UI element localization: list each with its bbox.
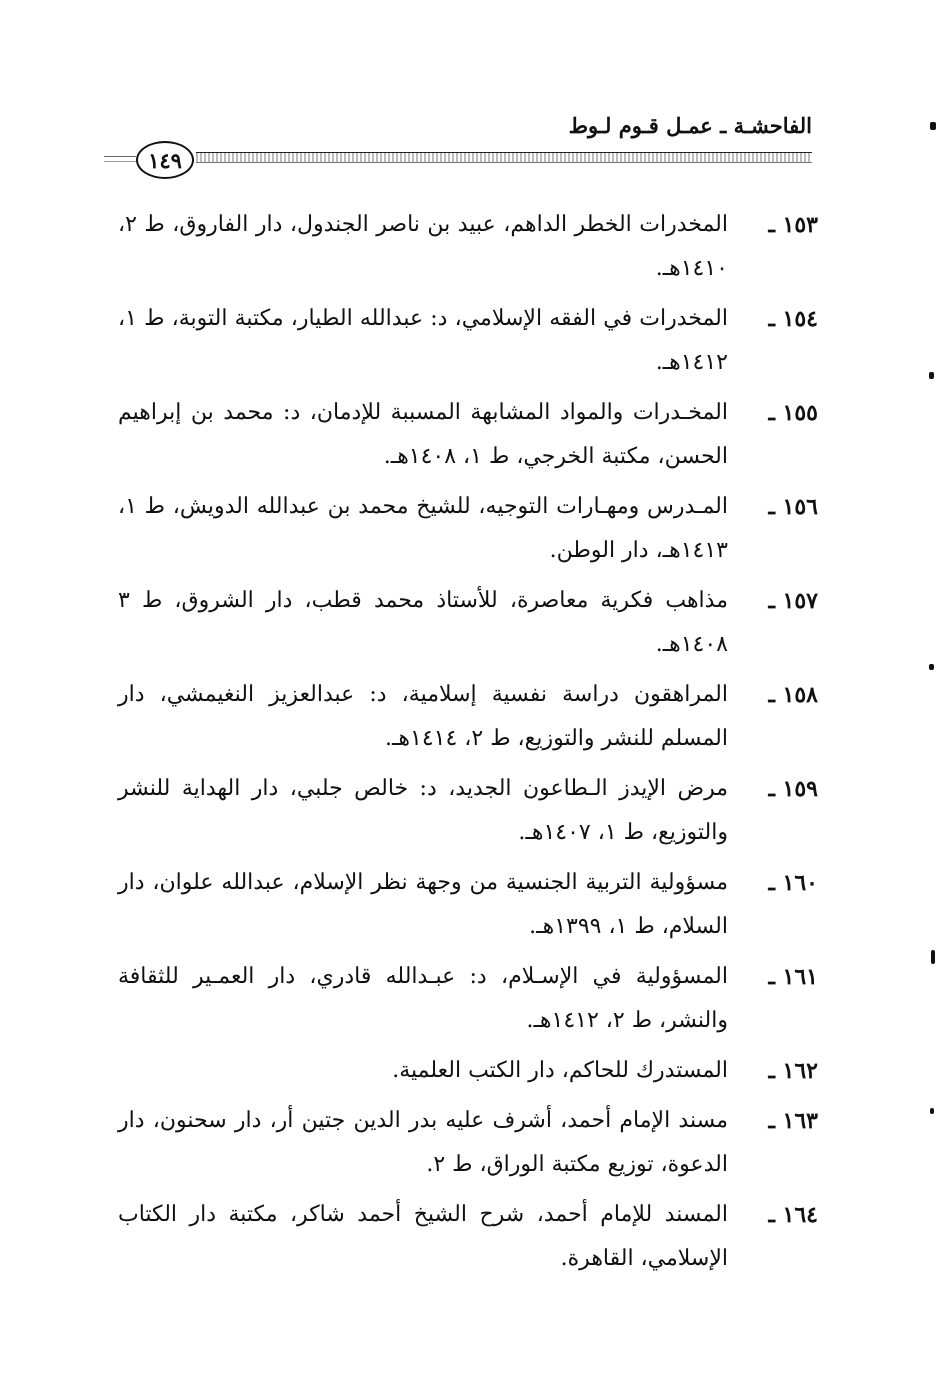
entry-number: ١٦٤ ـ xyxy=(768,1202,818,1228)
bibliography-entry xyxy=(118,579,818,667)
entry-text: مذاهب فكرية معاصرة، للأستاذ محمد قطب، دار الشروق، ط ٣ ١٤٠٨هـ. xyxy=(118,588,728,657)
bibliography-list xyxy=(118,203,818,1287)
bibliography-entry xyxy=(118,391,818,479)
entry-number: ١٥٩ ـ xyxy=(768,776,818,802)
entry-number: ١٦٣ ـ xyxy=(768,1108,818,1134)
scan-speck xyxy=(930,122,936,130)
bibliography-entry xyxy=(118,1099,818,1187)
entry-text: مرض الإيدز الـطاعون الجديد، د: خالص جلبي، دار الهداية للنشر والتوزيع، ط ١، ١٤٠٧هـ. xyxy=(118,776,728,845)
entry-text: المسند للإمام أحمد، شرح الشيخ أحمد شاكر، مكتبة دار الكتاب الإسلامي، القاهرة. xyxy=(118,1202,728,1271)
entry-text: المسؤولية في الإسـلام، د: عبـدالله قادري، دار العمـير للثقافة والنشر، ط ٢، ١٤١٢هـ. xyxy=(118,964,728,1033)
entry-text: المخدرات الخطر الداهم، عبيد بن ناصر الجندول، دار الفاروق، ط ٢، ١٤١٠هـ. xyxy=(118,212,728,281)
entry-text: المراهقون دراسة نفسية إسلامية، د: عبدالعزيز النغيمشي، دار المسلم للنشر والتوزيع، ط ٢، ١٤١٤هـ. xyxy=(118,682,728,751)
entry-number: ١٥٨ ـ xyxy=(768,682,818,708)
scan-speck xyxy=(929,372,934,379)
entry-text: مسند الإمام أحمد، أشرف عليه بدر الدين جتين أر، دار سحنون، دار الدعوة، توزيع مكتبة الوراق، ط ٢. xyxy=(118,1108,728,1177)
entry-number: ١٦٢ ـ xyxy=(768,1058,818,1084)
entry-text: المـدرس ومهـارات التوجيه، للشيخ محمد بن عبدالله الدويش، ط ١، ١٤١٣هـ، دار الوطن. xyxy=(118,494,728,563)
header-rule-ornament xyxy=(104,156,136,162)
bibliography-entry xyxy=(118,203,818,291)
bibliography-entry xyxy=(118,861,818,949)
entry-text: مسؤولية التربية الجنسية من وجهة نظر الإسلام، عبدالله علوان، دار السلام، ط ١، ١٣٩٩هـ. xyxy=(118,870,728,939)
bibliography-entry xyxy=(118,485,818,573)
bibliography-entry xyxy=(118,955,818,1043)
entry-number: ١٥٦ ـ xyxy=(768,494,818,520)
entry-number: ١٥٣ ـ xyxy=(768,212,818,238)
entry-number: ١٥٥ ـ xyxy=(768,400,818,426)
scan-speck xyxy=(930,1108,934,1114)
bibliography-entry xyxy=(118,767,818,855)
running-title: الفاحشـة ـ عمـل قـوم لـوط xyxy=(568,113,812,138)
scan-speck xyxy=(929,664,934,670)
entry-number: ١٦١ ـ xyxy=(768,964,818,990)
entry-text: المخدرات في الفقه الإسلامي، د: عبدالله الطيار، مكتبة التوبة، ط ١، ١٤١٢هـ. xyxy=(118,306,728,375)
bibliography-entry xyxy=(118,1049,818,1093)
entry-text: المستدرك للحاكم، دار الكتب العلمية. xyxy=(392,1058,728,1083)
bibliography-entry xyxy=(118,297,818,385)
entry-number: ١٥٤ ـ xyxy=(768,306,818,332)
entry-number: ١٥٧ ـ xyxy=(768,588,818,614)
page-number: ١٤٩ xyxy=(136,141,194,179)
bibliography-entry xyxy=(118,1193,818,1281)
entry-number: ١٦٠ ـ xyxy=(768,870,818,896)
scan-speck xyxy=(931,950,935,964)
header-rule xyxy=(196,152,812,163)
entry-text: المخـدرات والمواد المشابهة المسببة للإدمان، د: محمد بن إبراهيم الحسن، مكتبة الخرجي، ط ١، ١٤٠٨هـ. xyxy=(118,400,728,469)
bibliography-entry xyxy=(118,673,818,761)
